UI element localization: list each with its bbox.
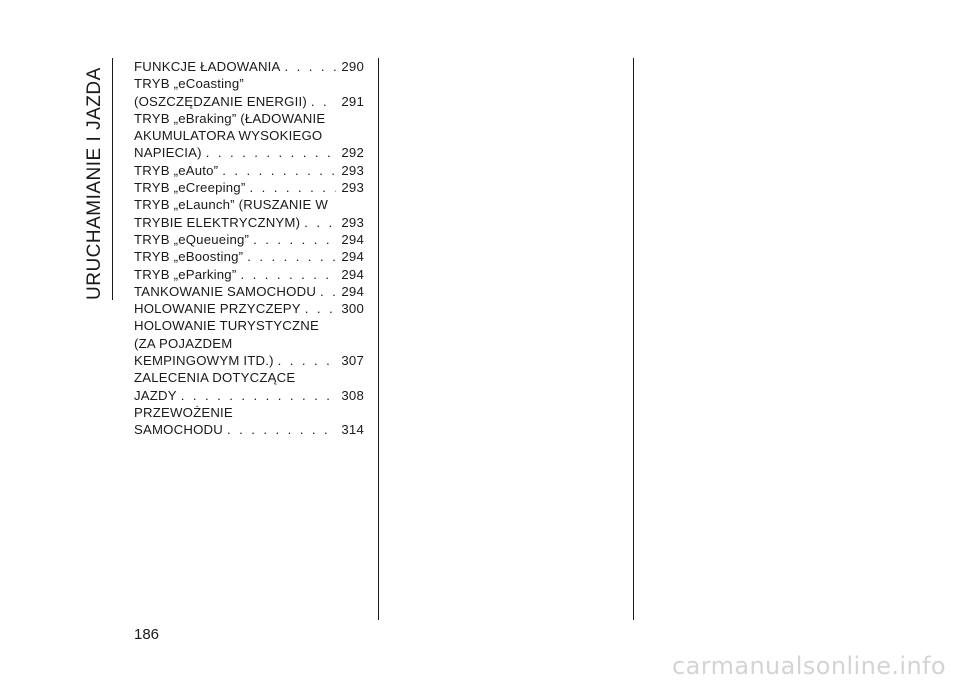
toc-page-number: 294	[341, 231, 364, 247]
toc-entry-line	[134, 387, 364, 404]
toc-entry-line	[134, 196, 364, 213]
toc-page-number: 300	[341, 301, 364, 317]
toc-entry-title: TRYB „eCoasting”	[134, 76, 244, 92]
toc-entry-line	[134, 162, 364, 179]
toc-entry-line	[134, 317, 364, 334]
dot-leader	[202, 144, 337, 161]
column-divider	[378, 58, 379, 620]
toc-entry-line	[134, 127, 364, 144]
dot-leader	[245, 179, 336, 196]
toc-page-number: 314	[341, 422, 364, 438]
toc-entry[interactable]	[134, 162, 364, 179]
toc-entry-title: TRYB „eParking”	[134, 266, 237, 282]
toc-page-number: 293	[341, 162, 364, 178]
toc-entry-title: AKUMULATORA WYSOKIEGO	[134, 128, 323, 144]
page-number: 186	[134, 626, 160, 643]
toc-page-number: 290	[341, 59, 364, 74]
toc-entry-title: NAPIECIA)	[134, 145, 202, 161]
toc-entry-title: TRYB „eBoosting”	[134, 249, 244, 265]
toc-entry-line	[134, 369, 364, 386]
toc-page-number: 293	[341, 180, 364, 196]
toc-entry[interactable]	[134, 266, 364, 283]
toc-entry-line	[134, 214, 364, 231]
toc-entry-title: HOLOWANIE TURYSTYCZNE	[134, 318, 319, 334]
toc-page-number: 294	[341, 249, 364, 265]
toc-entry-title: TANKOWANIE SAMOCHODU	[134, 283, 317, 299]
dot-leader	[274, 352, 337, 369]
toc-entry-line	[134, 300, 364, 317]
toc-entry-title: SAMOCHODU	[134, 422, 223, 438]
toc-entry-title: ZALECENIA DOTYCZĄCE	[134, 370, 296, 386]
toc-entry-title: TRYB „eCreeping”	[134, 180, 246, 196]
toc-entry[interactable]	[134, 283, 364, 300]
dot-leader	[243, 248, 336, 265]
toc-page-number: 291	[341, 93, 364, 109]
dot-leader	[300, 214, 336, 231]
toc-entry-line	[134, 352, 364, 369]
toc-entry-line	[134, 404, 364, 421]
dot-leader	[218, 162, 336, 179]
toc-entry[interactable]	[134, 300, 364, 317]
toc-entry-title: TRYB „eAuto”	[134, 162, 219, 178]
dot-leader	[223, 421, 336, 438]
toc-entry[interactable]	[134, 75, 364, 110]
toc-entry-line	[134, 283, 364, 300]
toc-entry[interactable]	[134, 248, 364, 265]
watermark: carmanualsonline.info	[672, 652, 946, 680]
table-of-contents	[134, 58, 364, 439]
toc-page-number: 308	[341, 387, 364, 403]
toc-entry[interactable]	[134, 369, 364, 404]
toc-page-number: 293	[341, 214, 364, 230]
dot-leader	[249, 231, 336, 248]
toc-entry[interactable]	[134, 404, 364, 439]
toc-entry-line	[134, 421, 364, 438]
toc-entry-title: TRYBIE ELEKTRYCZNYM)	[134, 214, 301, 230]
toc-page-number: 292	[341, 145, 364, 161]
column-divider	[633, 58, 634, 620]
toc-entry-title: KEMPINGOWYM ITD.)	[134, 353, 274, 369]
toc-entry-title: (ZA POJAZDEM	[134, 335, 233, 351]
toc-page-number: 294	[341, 283, 364, 299]
toc-entry-line	[134, 248, 364, 265]
toc-entry[interactable]	[134, 179, 364, 196]
toc-entry-title: (OSZCZĘDZANIE ENERGII)	[134, 93, 307, 109]
toc-entry-title: JAZDY	[134, 387, 177, 403]
toc-entry-title: TRYB „eQueueing”	[134, 231, 250, 247]
toc-entry-line	[134, 335, 364, 352]
toc-page-number: 294	[341, 266, 364, 282]
dot-leader	[316, 283, 336, 300]
dot-leader	[236, 266, 336, 283]
section-title: URUCHAMIANIE I JAZDA	[84, 67, 105, 300]
toc-entry[interactable]	[134, 58, 364, 75]
section-divider	[112, 58, 113, 300]
dot-leader	[301, 300, 337, 317]
toc-entry-line	[134, 144, 364, 161]
toc-entry-line	[134, 93, 364, 110]
toc-entry-line	[134, 179, 364, 196]
toc-entry-line	[134, 266, 364, 283]
toc-entry[interactable]	[134, 231, 364, 248]
toc-entry[interactable]	[134, 317, 364, 369]
dot-leader	[281, 58, 337, 75]
toc-entry-title: TRYB „eLaunch” (RUSZANIE W	[134, 197, 329, 213]
toc-entry-line	[134, 110, 364, 127]
toc-entry-title: HOLOWANIE PRZYCZEPY	[134, 301, 301, 317]
toc-entry-line	[134, 231, 364, 248]
dot-leader	[307, 93, 336, 110]
toc-entry[interactable]	[134, 110, 364, 162]
toc-entry-title: TRYB „eBraking” (ŁADOWANIE	[134, 110, 326, 126]
toc-entry[interactable]	[134, 196, 364, 231]
toc-entry-line	[134, 75, 364, 92]
toc-entry-title: FUNKCJE ŁADOWANIA	[134, 59, 281, 74]
toc-entry-line	[134, 58, 364, 75]
dot-leader	[177, 387, 337, 404]
toc-entry-title: PRZEWOŻENIE	[134, 404, 233, 420]
toc-page-number: 307	[341, 353, 364, 369]
